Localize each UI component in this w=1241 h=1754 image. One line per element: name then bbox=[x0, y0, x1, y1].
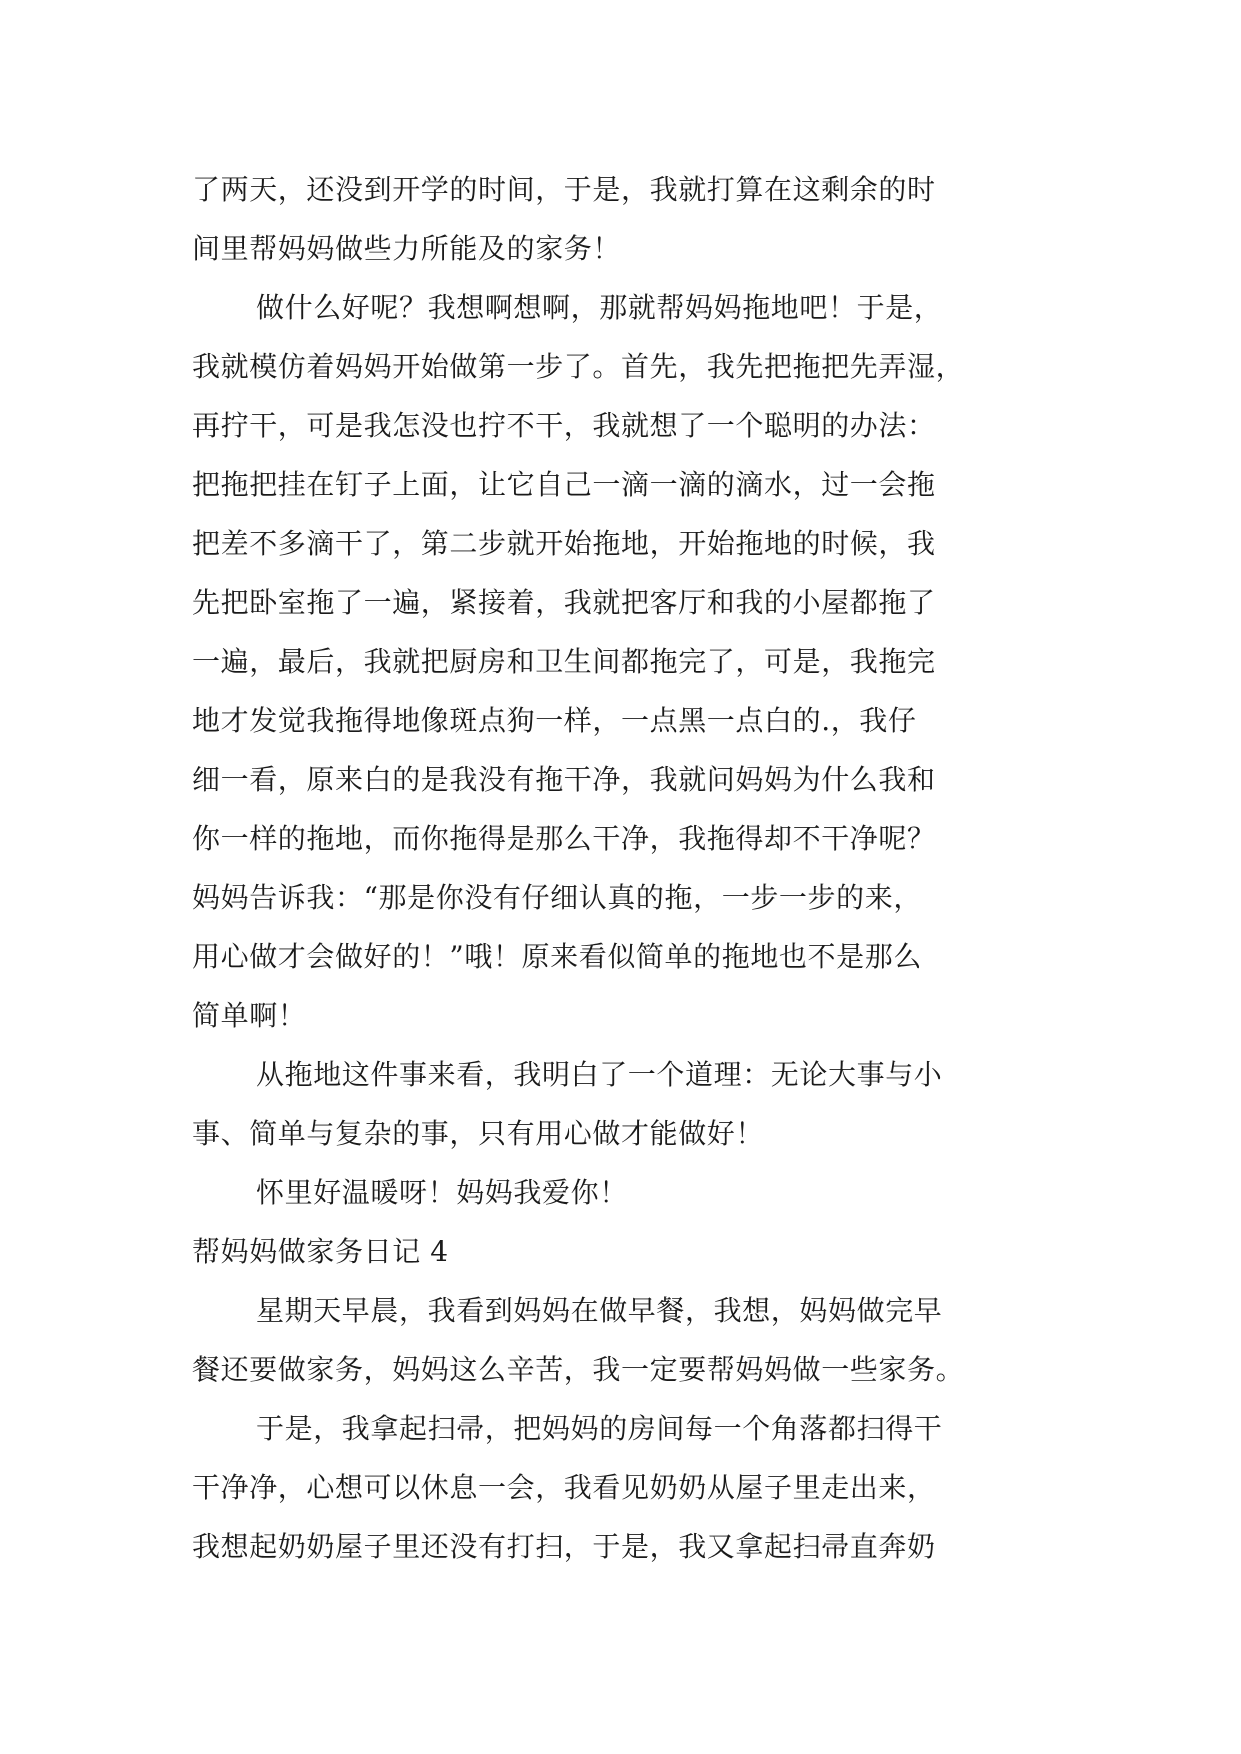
text-line: 地才发觉我拖得地像斑点狗一样，一点黑一点白的.，我仔 bbox=[192, 704, 917, 737]
text-line: 简单啊！ bbox=[192, 999, 307, 1032]
text-line: 间里帮妈妈做些力所能及的家务！ bbox=[192, 232, 622, 265]
text-line: 妈妈告诉我：“那是你没有仔细认真的拖，一步一步的来， bbox=[192, 881, 922, 914]
text-line: 先把卧室拖了一遍，紧接着，我就把客厅和我的小屋都拖了 bbox=[192, 586, 936, 619]
document-body bbox=[192, 160, 1072, 1576]
text-line: 事、简单与复杂的事，只有用心做才能做好！ bbox=[192, 1117, 765, 1150]
section-heading: 帮妈妈做家务日记 4 bbox=[192, 1235, 449, 1268]
text-line: 把拖把挂在钉子上面，让它自己一滴一滴的滴水，过一会拖 bbox=[192, 468, 936, 501]
text-line: 用心做才会做好的！”哦！原来看似简单的拖地也不是那么 bbox=[192, 940, 922, 973]
text-line: 我想起奶奶屋子里还没有打扫，于是，我又拿起扫帚直奔奶 bbox=[192, 1530, 936, 1563]
text-line: 把差不多滴干了，第二步就开始拖地，开始拖地的时候，我 bbox=[192, 527, 936, 560]
paragraph-start-line: 于是，我拿起扫帚，把妈妈的房间每一个角落都扫得干 bbox=[256, 1412, 943, 1445]
paragraph-start-line: 从拖地这件事来看，我明白了一个道理：无论大事与小 bbox=[256, 1058, 943, 1091]
text-line: 了两天，还没到开学的时间，于是，我就打算在这剩余的时 bbox=[192, 173, 936, 206]
text-line: 餐还要做家务，妈妈这么辛苦，我一定要帮妈妈做一些家务。 bbox=[192, 1353, 965, 1386]
paragraph-start-line: 做什么好呢？我想啊想啊，那就帮妈妈拖地吧！于是， bbox=[256, 291, 943, 324]
text-line: 我就模仿着妈妈开始做第一步了。首先，我先把拖把先弄湿， bbox=[192, 350, 965, 383]
text-line: 干净净，心想可以休息一会，我看见奶奶从屋子里走出来， bbox=[192, 1471, 936, 1504]
text-line: 一遍，最后，我就把厨房和卫生间都拖完了，可是，我拖完 bbox=[192, 645, 936, 678]
text-line: 再拧干，可是我怎没也拧不干，我就想了一个聪明的办法： bbox=[192, 409, 936, 442]
paragraph-start-line: 星期天早晨，我看到妈妈在做早餐，我想，妈妈做完早 bbox=[256, 1294, 943, 1327]
paragraph-start-line: 怀里好温暖呀！妈妈我爱你！ bbox=[256, 1176, 628, 1209]
text-line: 你一样的拖地，而你拖得是那么干净，我拖得却不干净呢？ bbox=[192, 822, 936, 855]
text-line: 细一看，原来白的是我没有拖干净，我就问妈妈为什么我和 bbox=[192, 763, 936, 796]
